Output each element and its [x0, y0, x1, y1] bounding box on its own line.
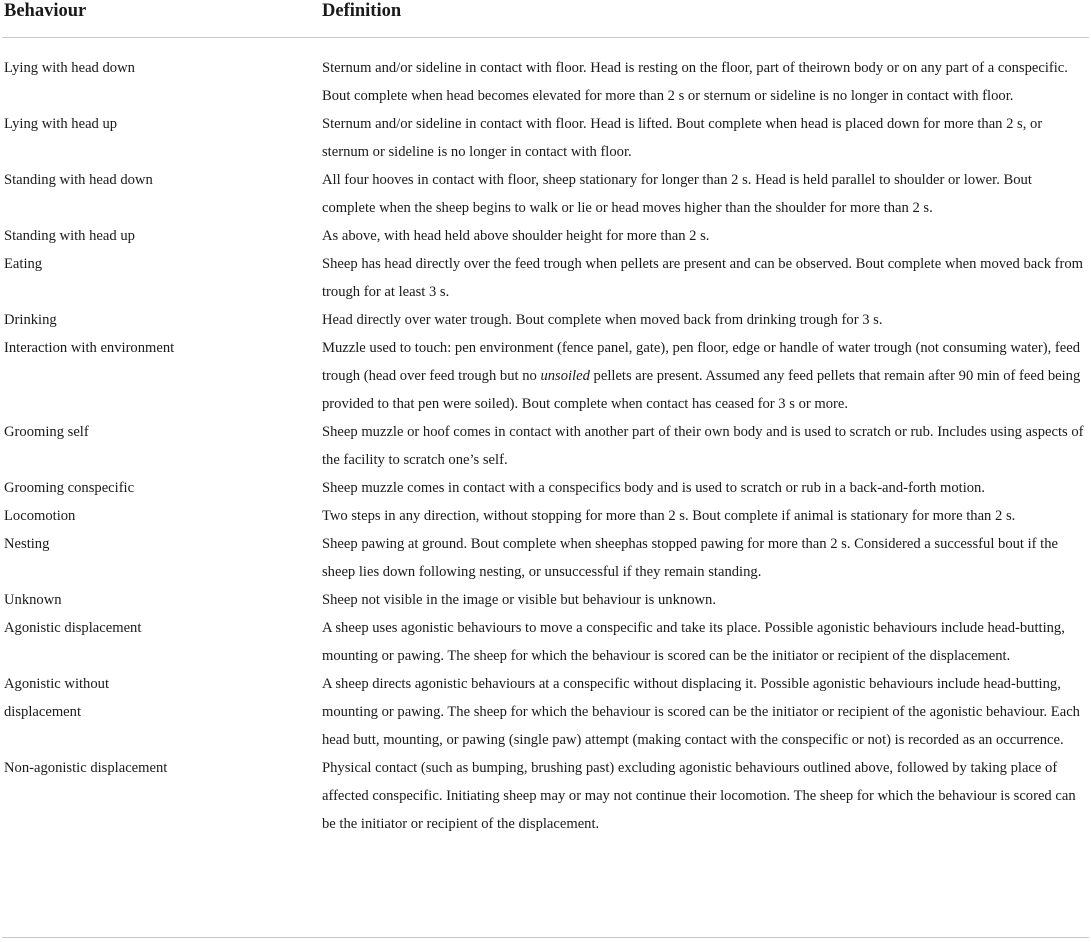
behaviour-cell: Locomotion: [4, 508, 76, 524]
definition-text-part: Muzzle used to touch: pen environment (fence panel, gate), pen floor, edge or handle of water trough (not consuming water), feed trough (head over feed trough but no: [322, 340, 1081, 384]
table-row: [2, 250, 1089, 306]
behaviour-cell: Non-agonistic displacement: [4, 760, 168, 776]
definition-cell: Sheep muzzle or hoof comes in contact with another part of their own body and is used to scratch or rub. Includes using aspects of the facility to scratch one’s self.: [322, 424, 1084, 468]
definition-cell: [322, 334, 1089, 418]
table-row: [2, 586, 1089, 614]
behaviour-cell: Grooming self: [4, 424, 89, 440]
definition-cell: Physical contact (such as bumping, brushing past) excluding agonistic behaviours outlined above, followed by taking place of affected conspecific. Initiating sheep may or may not continue their locomotion. The sheep for which the behaviour is scored can be the initiator or recipient of the displacement.: [322, 760, 1076, 832]
behaviour-cell: Grooming conspecific: [4, 480, 135, 496]
behaviour-cell: Eating: [4, 256, 43, 272]
table-row: [2, 54, 1089, 110]
table-row: [2, 614, 1089, 670]
behaviour-cell: Agonistic without displacement: [4, 676, 109, 720]
header-behaviour: Behaviour: [4, 1, 87, 21]
definition-cell: Sternum and/or sideline in contact with floor. Head is resting on the floor, part of theirown body or on any part of a conspecific. Bout complete when head becomes elevated for more than 2 s or sternum or sideline is no longer in contact with floor.: [322, 60, 1068, 104]
definition-cell: Sheep has head directly over the feed trough when pellets are present and can be observed. Bout complete when moved back from trough for at least 3 s.: [322, 256, 1084, 300]
behaviour-cell: Standing with head up: [4, 228, 135, 244]
behaviour-cell: Lying with head up: [4, 116, 118, 132]
definition-cell: A sheep directs agonistic behaviours at a conspecific without displacing it. Possible agonistic behaviours include head-butting, mounting or pawing. The sheep for which the behaviour is scored can be the initiator or recipient of the agonistic behaviour. Each head butt, mounting, or pawing (single paw) attempt (making contact with the conspecific or not) is recorded as an occurrence.: [322, 676, 1080, 748]
behaviour-cell: Lying with head down: [4, 60, 135, 76]
table-header: [2, 0, 1089, 38]
table-row: [2, 222, 1089, 250]
definition-cell: A sheep uses agonistic behaviours to move a conspecific and take its place. Possible agonistic behaviours include head-butting, mounting or pawing. The sheep for which the behaviour is scored can be the initiator or recipient of the displacement.: [322, 620, 1065, 664]
definition-cell: Sheep not visible in the image or visible but behaviour is unknown.: [322, 592, 716, 608]
definition-cell: Sternum and/or sideline in contact with floor. Head is lifted. Bout complete when head is placed down for more than 2 s, or sternum or sideline is no longer in contact with floor.: [322, 116, 1043, 160]
definition-cell: As above, with head held above shoulder height for more than 2 s.: [322, 228, 710, 244]
header-definition: Definition: [322, 1, 402, 21]
table-row: [2, 110, 1089, 166]
definition-text-part: pellets are present. Assumed any feed pellets that remain after 90 min of feed being provided to that pen were soiled). Bout complete when contact has ceased for 3 s or more.: [322, 368, 1081, 412]
definition-cell: Sheep pawing at ground. Bout complete when sheephas stopped pawing for more than 2 s. Considered a successful bout if the sheep lies down following nesting, or unsuccessful if they remain standing.: [322, 536, 1059, 580]
table-row: [2, 166, 1089, 222]
table-bottom-rule: [2, 937, 1089, 938]
behaviour-cell: Unknown: [4, 592, 62, 608]
definition-cell: Sheep muzzle comes in contact with a conspecifics body and is used to scratch or rub in a back-and-forth motion.: [322, 480, 986, 496]
table-row: [2, 530, 1089, 586]
behaviour-cell: Interaction with environment: [4, 340, 175, 356]
table-body: [2, 38, 1089, 838]
behaviour-definition-table: [2, 0, 1089, 838]
table-row: [2, 670, 1089, 754]
behaviour-cell: Standing with head down: [4, 172, 153, 188]
table-row: [2, 754, 1089, 838]
definition-cell: Two steps in any direction, without stopping for more than 2 s. Bout complete if animal is stationary for more than 2 s.: [322, 508, 1016, 524]
behaviour-cell: Agonistic displacement: [4, 620, 142, 636]
behaviour-cell: Drinking: [4, 312, 57, 328]
definition-emphasis: unsoiled: [540, 368, 590, 384]
table-row: [2, 306, 1089, 334]
definition-cell: Head directly over water trough. Bout complete when moved back from drinking trough for 3 s.: [322, 312, 883, 328]
table-row: [2, 334, 1089, 418]
table-row: [2, 474, 1089, 502]
definition-cell: All four hooves in contact with floor, sheep stationary for longer than 2 s. Head is held parallel to shoulder or lower. Bout complete when the sheep begins to walk or lie or head moves higher than the shoulder for more than 2 s.: [322, 172, 1032, 216]
table-row: [2, 502, 1089, 530]
table-row: [2, 418, 1089, 474]
behaviour-cell: Nesting: [4, 536, 50, 552]
